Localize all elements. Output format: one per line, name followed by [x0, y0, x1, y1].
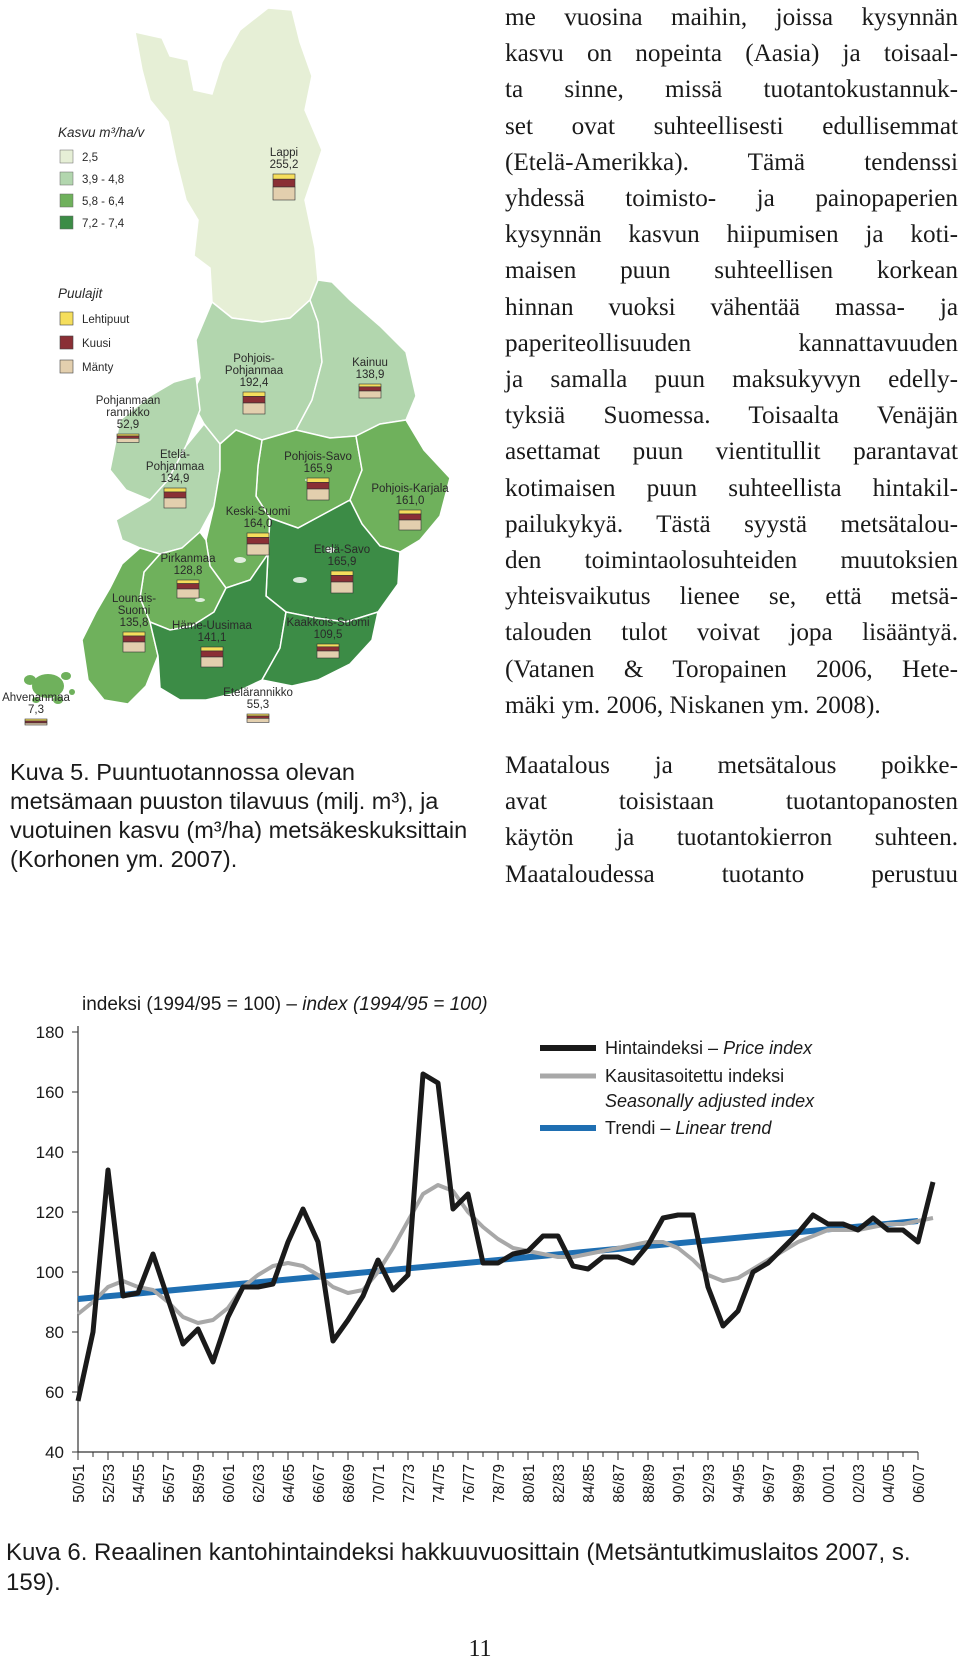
bar-lehtipuut: [243, 392, 265, 396]
body-paragraph-2: [505, 748, 958, 893]
region-name: Keski-Suomi: [225, 506, 291, 518]
bar-manty: [123, 642, 145, 652]
bar-kuusi: [201, 651, 223, 657]
x-tick-label: 68/69: [341, 1464, 358, 1503]
legend-growth-title: Kasvu m³/ha/v: [58, 125, 145, 140]
legend-growth: [60, 150, 125, 230]
region-label: [223, 687, 293, 722]
x-tick-label: 82/83: [551, 1464, 568, 1503]
region-volume: 141,1: [197, 632, 227, 644]
bar-kuusi: [273, 179, 295, 187]
text-line: paperiteollisuuden kannattavuuden: [505, 329, 958, 357]
legend-species-title: Puulajit: [58, 286, 103, 301]
x-tick-label: 06/07: [911, 1464, 928, 1503]
legend-label: 5,8 - 6,4: [82, 196, 125, 208]
bar-kuusi: [399, 514, 421, 520]
bar-kuusi: [359, 387, 381, 391]
x-tick-label: 52/53: [101, 1464, 118, 1503]
legend-swatch: [60, 360, 73, 373]
region-volume: 109,5: [313, 629, 343, 641]
bar-manty: [331, 582, 353, 593]
region-name: Ahvenanmaa: [2, 692, 70, 704]
x-tick-label: 84/85: [581, 1464, 598, 1503]
region-volume: 134,9: [160, 473, 190, 485]
text-line: avat toisistaan tuotantopanosten: [505, 788, 958, 816]
region-name: Lounais-: [111, 593, 157, 605]
chart-title-plain: indeksi (1994/95 = 100) –: [82, 994, 303, 1015]
page-number: 11: [468, 1636, 492, 1662]
legend-trend-label: Trendi – Linear trend: [605, 1118, 772, 1138]
x-tick-label: 70/71: [371, 1464, 388, 1503]
x-tick-label: 86/87: [611, 1464, 628, 1503]
x-tick-label: 50/51: [71, 1464, 88, 1503]
x-tick-label: 98/99: [791, 1464, 808, 1503]
bar-manty: [177, 589, 199, 598]
region-name: rannikko: [106, 407, 150, 419]
forest-map-figure: [0, 0, 470, 745]
region-volume: 7,3: [28, 704, 44, 716]
bar-manty: [273, 187, 295, 200]
series-trend-line: [78, 1221, 918, 1299]
text-line: den toimintaolosuhteiden muutoksien: [505, 547, 958, 575]
bar-manty: [359, 391, 381, 398]
bar-lehtipuut: [177, 580, 199, 584]
region-name: Lappi: [269, 147, 299, 159]
text-line: set ovat suhteellisesti edullisemmat: [505, 112, 958, 140]
text-line: käytön ja tuotantokierron suhteen.: [505, 824, 958, 852]
region-name: Etelä-: [159, 449, 191, 461]
x-tick-label: 62/63: [251, 1464, 268, 1503]
legend-swatch: [60, 150, 73, 163]
legend-swatch: [60, 172, 73, 185]
bar-lehtipuut: [201, 647, 223, 651]
bar-lehtipuut: [317, 644, 339, 647]
legend-swatch: [60, 336, 73, 349]
text-line: Maataloudessa tuotanto perustuu: [505, 860, 958, 888]
region-volume: 52,9: [116, 419, 140, 431]
x-tick-label: 76/77: [461, 1464, 478, 1503]
bar-kuusi: [247, 537, 269, 544]
chart-legend: [540, 1038, 815, 1138]
text-line: Maatalous ja metsätalous poikke-: [505, 752, 958, 779]
region-label: [2, 692, 70, 725]
bar-manty: [25, 723, 47, 725]
bar-kuusi: [123, 636, 145, 642]
text-line: kotimaisen puun suhteellista hintakil-: [505, 474, 958, 502]
bar-manty: [399, 520, 421, 530]
bar-lehtipuut: [399, 510, 421, 514]
bar-kuusi: [331, 575, 353, 582]
text-line: kysynnän kasvun hiipumisen ja koti-: [505, 221, 958, 249]
x-tick-label: 88/89: [641, 1464, 658, 1503]
legend-swatch: [60, 312, 73, 325]
text-line: ja samalla puun maksukyvyn edelly-: [505, 366, 958, 394]
region-name: Pohjanmaa: [224, 365, 284, 377]
y-tick-label: 160: [35, 1083, 64, 1102]
y-tick-label: 120: [35, 1203, 64, 1222]
region-volume: 128,8: [173, 565, 203, 577]
legend-swatch: [60, 216, 73, 229]
text-line: mäki ym. 2006, Niskanen ym. 2008).: [505, 691, 881, 719]
region-volume: 255,2: [269, 159, 299, 171]
bar-kuusi: [317, 647, 339, 651]
text-line: (Vatanen & Toropainen 2006, Hete-: [505, 655, 958, 683]
region-volume: 135,8: [119, 617, 149, 629]
bar-lehtipuut: [247, 533, 269, 537]
region-name: Pohjanmaan: [95, 395, 161, 407]
y-tick-label: 140: [35, 1143, 64, 1162]
x-tick-label: 96/97: [761, 1464, 778, 1503]
legend-species: [60, 312, 130, 374]
region-name: Häme-Uusimaa: [172, 620, 252, 632]
text-line: hinnan vuoksi vähentää massa- ja: [505, 293, 958, 321]
region-name: Pohjois-Savo: [284, 451, 352, 463]
region-name: Suomi: [117, 605, 151, 617]
bar-lehtipuut: [307, 478, 329, 482]
bar-lehtipuut: [123, 632, 145, 636]
bar-kuusi: [117, 436, 139, 438]
text-line: talouden tulot voivat jopa lisääntyä.: [505, 619, 958, 647]
bar-lehtipuut: [273, 174, 295, 179]
x-tick-label: 04/05: [881, 1464, 898, 1503]
legend-label: Mänty: [82, 362, 114, 374]
bar-manty: [247, 718, 269, 722]
x-tick-label: 56/57: [161, 1464, 178, 1503]
y-tick-label: 40: [45, 1443, 64, 1462]
x-tick-label: 58/59: [191, 1464, 208, 1503]
bar-lehtipuut: [164, 488, 186, 492]
text-line: pailukykyä. Tästä syystä metsätalou-: [505, 510, 958, 538]
region-volume: 165,9: [303, 463, 333, 475]
bar-manty: [243, 403, 265, 414]
text-line: kasvu on nopeinta (Aasia) ja toisaal-: [505, 40, 958, 68]
x-tick-label: 02/03: [851, 1464, 868, 1503]
legend-price-label: Hintaindeksi – Price index: [605, 1038, 813, 1058]
y-tick-label: 180: [35, 1023, 64, 1042]
region-name: Pirkanmaa: [160, 553, 216, 565]
x-tick-label: 66/67: [311, 1464, 328, 1503]
bar-manty: [164, 498, 186, 508]
text-line: yhdessä toimisto- ja painopaperien: [505, 185, 958, 213]
x-tick-label: 74/75: [431, 1464, 448, 1503]
figure-5-caption: Kuva 5. Puuntuotannossa olevan metsämaan puuston tilavuus (milj. m³), ja vuotuinen kasvu (m³/ha) metsäkeskuksittain (Korhonen ym. 2007).: [10, 759, 468, 872]
legend-seasonal-label-en: Seasonally adjusted index: [605, 1091, 815, 1111]
legend-label: 3,9 - 4,8: [82, 174, 125, 186]
region-volume: 55,3: [246, 699, 270, 711]
legend-label: 7,2 - 7,4: [82, 218, 125, 230]
legend-label: Kuusi: [82, 338, 111, 350]
region-name: Pohjanmaa: [145, 461, 205, 473]
y-tick-label: 80: [45, 1323, 64, 1342]
x-tick-label: 60/61: [221, 1464, 238, 1503]
x-tick-label: 90/91: [671, 1464, 688, 1503]
x-tick-label: 72/73: [401, 1464, 418, 1503]
bar-kuusi: [243, 396, 265, 403]
text-line: me vuosina maihin, joissa kysynnän: [505, 4, 958, 31]
x-tick-label: 00/01: [821, 1464, 838, 1503]
bar-manty: [117, 438, 139, 442]
x-tick-label: 64/65: [281, 1464, 298, 1503]
region-name: Pohjois-: [233, 353, 275, 365]
region-volume: 192,4: [239, 377, 269, 389]
text-line: ta sinne, missä tuotantokustannuk-: [505, 76, 958, 104]
legend-label: Lehtipuut: [82, 314, 130, 326]
region-volume: 138,9: [355, 369, 385, 381]
region-name: Kainuu: [352, 357, 388, 369]
bar-kuusi: [307, 482, 329, 489]
x-tick-label: 94/95: [731, 1464, 748, 1503]
x-tick-label: 78/79: [491, 1464, 508, 1503]
chart-title-italic: index (1994/95 = 100): [302, 994, 488, 1015]
region-volume: 164,0: [243, 518, 273, 530]
legend-label: 2,5: [82, 152, 98, 164]
text-line: maisen puun suhteellisen korkean: [505, 257, 958, 285]
y-tick-label: 60: [45, 1383, 64, 1402]
x-tick-label: 80/81: [521, 1464, 538, 1503]
region-name: Etelä-Savo: [313, 544, 371, 556]
chart-title: [82, 994, 488, 1015]
series-seasonal-line: [78, 1185, 933, 1323]
region-volume: 161,0: [395, 495, 425, 507]
text-line: (Etelä-Amerikka). Tämä tendenssi: [505, 148, 958, 176]
x-tick-label: 92/93: [701, 1464, 718, 1503]
region-volume: 165,9: [327, 556, 357, 568]
bar-lehtipuut: [331, 571, 353, 575]
bar-kuusi: [177, 584, 199, 589]
bar-manty: [307, 489, 329, 500]
bar-kuusi: [247, 716, 269, 718]
legend-seasonal-label: Kausitasoitettu indeksi: [605, 1066, 785, 1086]
body-paragraph-1: [505, 0, 958, 724]
text-line: asettamat puun vientitullit parantavat: [505, 438, 958, 466]
x-tick-label: 54/55: [131, 1464, 148, 1503]
text-line: tyksiä Suomessa. Toisaalta Venäjän: [505, 402, 958, 430]
y-tick-label: 100: [35, 1263, 64, 1282]
bar-manty: [317, 651, 339, 658]
region-name: Etelärannikko: [223, 687, 293, 699]
region-name: Pohjois-Karjala: [371, 483, 449, 495]
figure-6-caption: Kuva 6. Reaalinen kantohintaindeksi hakkuuvuosittain (Metsäntutkimuslaitos 2007, s. 159).: [6, 1539, 911, 1596]
text-line: yhteisvaikutus lienee se, että metsä-: [505, 583, 958, 611]
chart-lines: [78, 1074, 933, 1401]
price-index-chart: [0, 980, 960, 1540]
bar-manty: [201, 657, 223, 667]
region-name: Kaakkois-Suomi: [286, 617, 370, 629]
bar-lehtipuut: [359, 384, 381, 387]
legend-swatch: [60, 194, 73, 207]
bar-kuusi: [164, 492, 186, 498]
bar-manty: [247, 544, 269, 555]
